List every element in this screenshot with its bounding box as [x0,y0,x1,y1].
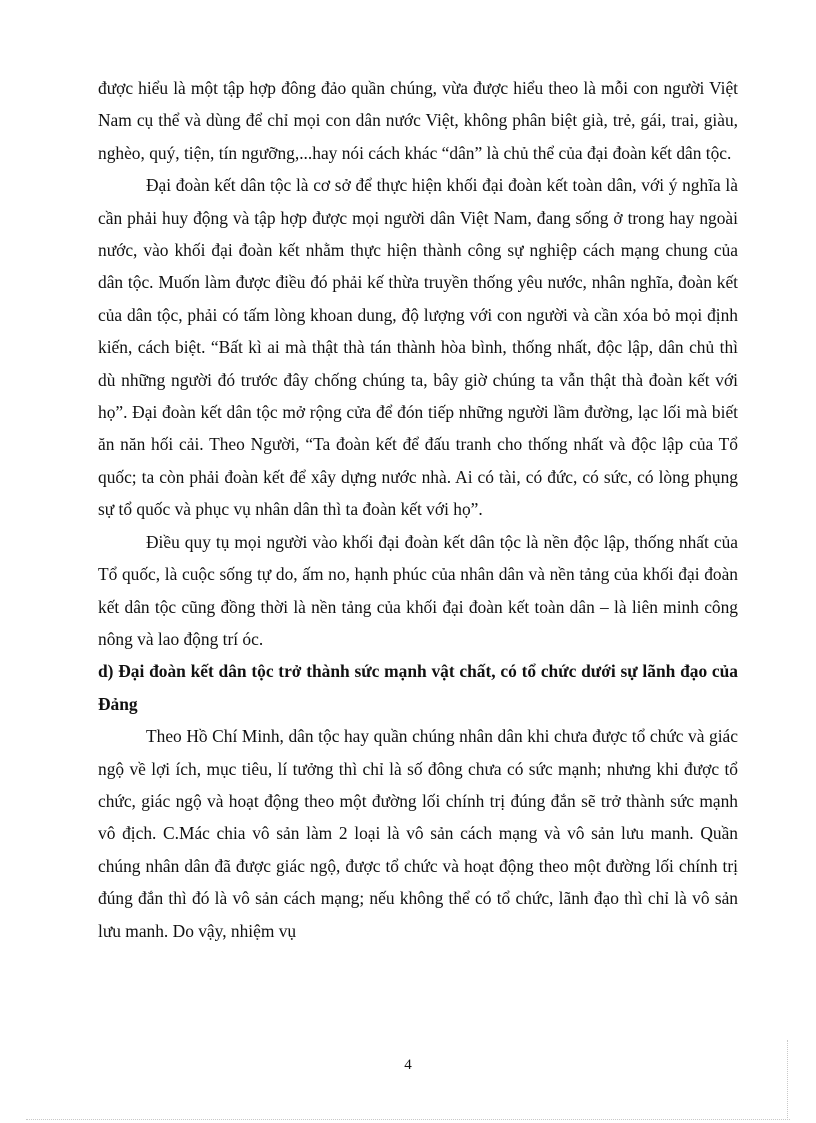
page-number: 4 [404,1057,412,1073]
paragraph-ho-chi-minh: Theo Hồ Chí Minh, dân tộc hay quần chúng nhân dân khi chưa được tổ chức và giác ngộ về lợi ích, mục tiêu, lí tưởng thì chỉ là số đông chưa có sức mạnh; nhưng khi được tổ chức, giác ngộ và hoạt động theo một đường lối chính trị đúng đắn sẽ trở thành sức mạnh vô địch. C.Mác chia vô sản làm 2 loại là vô sản cách mạng và vô sản lưu manh. Quần chúng nhân dân đã được giác ngộ, được tổ chức và hoạt động theo một đường lối chính trị đúng đắn thì đó là vô sản cách mạng; nếu không thể có tổ chức, lãnh đạo thì chỉ là vô sản lưu manh. Do vậy, nhiệm vụ [98,726,738,941]
section-heading: d) Đại đoàn kết dân tộc trở thành sức mạnh vật chất, có tổ chức dưới sự lãnh đạo của Đảng [98,661,738,714]
paragraph-foundation: Điều quy tụ mọi người vào khối đại đoàn kết dân tộc là nền độc lập, thống nhất của Tổ quốc, là cuộc sống tự do, ấm no, hạnh phúc của nhân dân và nền tảng của khối đại đoàn kết dân tộc cũng đồng thời là nền tảng của khối đại đoàn kết toàn dân – là liên minh công nông và lao động trí óc. [98,531,738,649]
page-right-border [787,1040,788,1120]
page-bottom-border [26,1119,790,1120]
paragraph-great-unity: Đại đoàn kết dân tộc là cơ sở để thực hiện khối đại đoàn kết toàn dân, với ý nghĩa là cần phải huy động và tập hợp được mọi người dân Việt Nam, đang sống ở trong hay ngoài nước, vào khối đại đoàn kết nhằm thực hiện thành công sự nghiệp cách mạng chung của dân tộc. Muốn làm được điều đó phải kế thừa truyền thống yêu nước, nhân nghĩa, đoàn kết của dân tộc, phải có tấm lòng khoan dung, độ lượng với con người và cần xóa bỏ mọi định kiến, cách biệt. “Bất kì ai mà thật thà tán thành hòa bình, thống nhất, độc lập, dân chủ thì dù những người đó trước đây chống chúng ta, bây giờ chúng ta vẫn thật thà đoàn kết với họ”. Đại đoàn kết dân tộc mở rộng cửa để đón tiếp những người lầm đường, lạc lối mà biết ăn năn hối cải. Theo Người, “Ta đoàn kết để đấu tranh cho thống nhất và độc lập của Tổ quốc; ta còn phải đoàn kết để xây dựng nước nhà. Ai có tài, có đức, có sức, có lòng phụng sự tổ quốc và phục vụ nhân dân thì ta đoàn kết với họ”. [98,175,738,520]
paragraph-continuation: được hiểu là một tập hợp đông đảo quần chúng, vừa được hiểu theo là mỗi con người Việt Nam cụ thể và dùng để chỉ mọi con dân nước Việt, không phân biệt già, trẻ, gái, trai, giàu, nghèo, quý, tiện, tín ngưỡng,...hay nói cách khác “dân” là chủ thể của đại đoàn kết dân tộc. [98,78,738,163]
page-body [98,72,738,947]
